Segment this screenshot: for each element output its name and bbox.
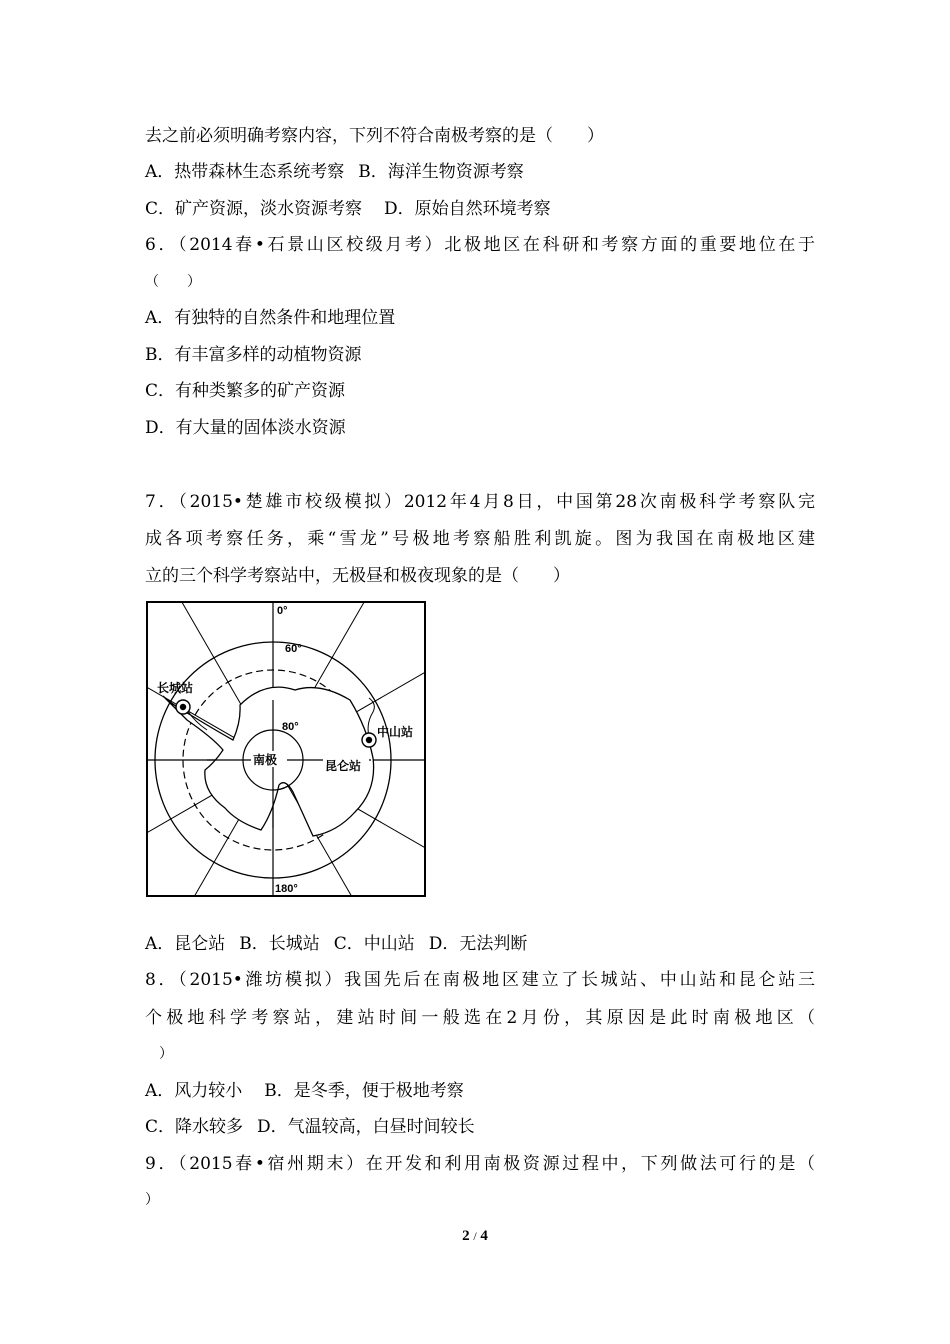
- q6-option-a: A．有独特的自然条件和地理位置: [145, 308, 396, 328]
- q6-option-d: D．有大量的固体淡水资源: [145, 418, 346, 438]
- q7-options: [145, 932, 815, 956]
- q7-stem-line3: 立的三个科学考察站中，无极昼和极夜现象的是（ ）: [145, 566, 570, 586]
- q8-options-cd: [145, 1115, 815, 1139]
- q8-stem-line2: 个极地科学考察站，建站时间一般选在2月份，其原因是此时南极地区（: [145, 1008, 815, 1028]
- page-total: 4: [480, 1228, 488, 1244]
- q7-option-c: C．中山站: [333, 934, 415, 954]
- q5-option-a: A．热带森林生态系统考察: [145, 162, 345, 182]
- page-current: 2: [462, 1228, 470, 1244]
- q5-options-cd: [145, 197, 815, 221]
- label-0-degree: 0°: [277, 605, 288, 617]
- q5-option-c: C．矿产资源，淡水资源考察: [145, 199, 363, 219]
- q7-option-d: D．无法判断: [428, 934, 528, 954]
- label-changcheng-station: 长城站: [157, 681, 194, 695]
- q8-stem-line1: 8．（2015•潍坊模拟）我国先后在南极地区建立了长城站、中山站和昆仑站三: [145, 970, 815, 990]
- page-number: [0, 1228, 950, 1245]
- changcheng-station-marker: [176, 700, 190, 714]
- q5-options-ab: [145, 160, 815, 184]
- q6-stem-line1: 6．（2014春•石景山区校级月考）北极地区在科研和考察方面的重要地位在于: [145, 235, 815, 255]
- q7-option-a: A．昆仑站: [145, 934, 226, 954]
- q8-option-c: C．降水较多: [145, 1117, 244, 1137]
- q5-option-d: D．原始自然环境考察: [384, 199, 551, 219]
- q8-options-ab: [145, 1079, 815, 1103]
- q8-option-a: A．风力较小: [145, 1081, 243, 1101]
- q7-option-b: B．长城站: [239, 934, 320, 954]
- label-zhongshan-station: 中山站: [377, 725, 414, 739]
- q7-stem-line2: 成各项考察任务，乘“雪龙”号极地考察船胜利凯旋。图为我国在南极地区建: [145, 529, 815, 549]
- q5-option-b: B．海洋生物资源考察: [358, 162, 524, 182]
- q9-stem-line1: 9．（2015春•宿州期末）在开发和利用南极资源过程中，下列做法可行的是（: [145, 1154, 815, 1174]
- q7-stem-line1: 7．（2015•楚雄市校级模拟）2012年4月8日，中国第28次南极科学考察队完: [145, 492, 815, 512]
- label-kunlun-station: 昆仑站: [325, 759, 362, 773]
- q6-option-b: B．有丰富多样的动植物资源: [145, 345, 362, 365]
- page-separator: /: [473, 1229, 477, 1243]
- label-180-degree: 180°: [275, 883, 298, 895]
- q5-stem: 去之前必须明确考察内容，下列不符合南极考察的是（ ）: [145, 126, 604, 146]
- q8-option-d: D．气温较高，白昼时间较长: [257, 1117, 475, 1137]
- label-80-degree: 80°: [282, 721, 299, 733]
- q6-stem-line2: （ ）: [145, 274, 201, 290]
- label-south-pole: 南极: [253, 753, 278, 767]
- q6-option-c: C．有种类繁多的矿产资源: [145, 381, 346, 401]
- zhongshan-station-marker: [362, 733, 376, 747]
- q8-stem-line3: ）: [145, 1046, 173, 1062]
- label-60-degree: 60°: [285, 643, 302, 655]
- antarctica-map-figure: [145, 600, 427, 898]
- q9-stem-line2: ）: [145, 1192, 159, 1208]
- q8-option-b: B．是冬季，便于极地考察: [264, 1081, 464, 1101]
